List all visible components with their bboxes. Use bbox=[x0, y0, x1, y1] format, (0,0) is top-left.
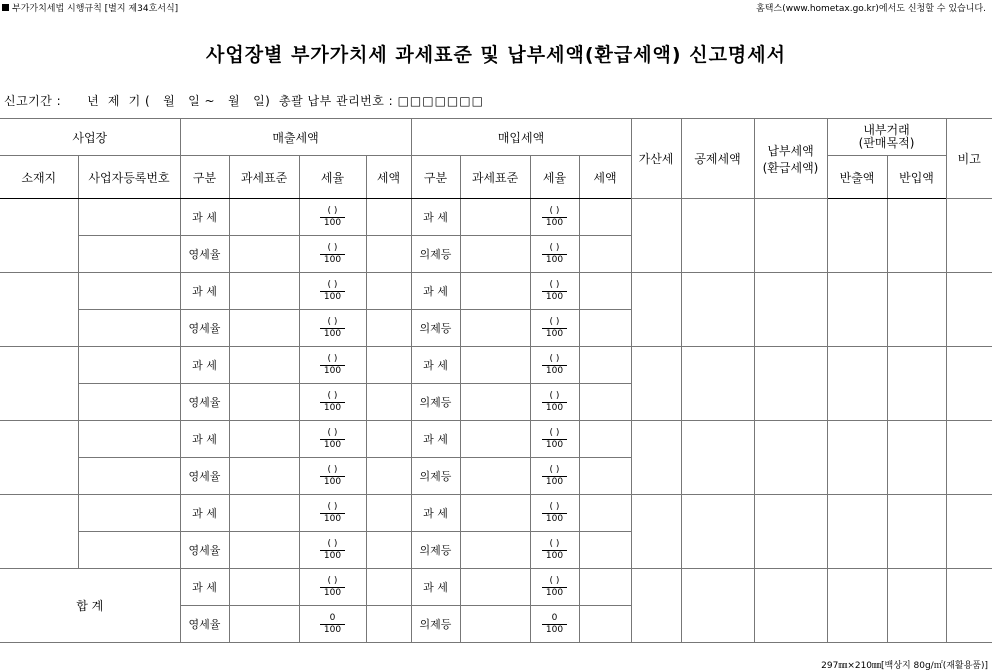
header-purchase-tax: 매입세액 bbox=[411, 119, 631, 156]
purchase-rate-cell bbox=[530, 310, 579, 347]
header-site: 사업장 bbox=[0, 119, 180, 156]
purchase-base-cell[interactable] bbox=[460, 495, 530, 532]
document-title: 사업장별 부가가치세 과세표준 및 납부세액(환급세액) 신고명세서 bbox=[205, 44, 786, 66]
purchase-tax-cell[interactable] bbox=[579, 458, 631, 495]
total-label: 합 계 bbox=[0, 569, 180, 643]
purchase-rate-cell bbox=[530, 384, 579, 421]
inbound-cell[interactable] bbox=[887, 199, 946, 273]
header-row-2 bbox=[0, 156, 992, 199]
sales-kind-cell: 과 세 bbox=[180, 347, 229, 384]
payable-tax-cell[interactable] bbox=[754, 347, 827, 421]
purchase-base-cell[interactable] bbox=[460, 199, 530, 236]
outbound-cell[interactable] bbox=[827, 421, 887, 495]
deduction-tax-cell[interactable] bbox=[681, 421, 754, 495]
sales-base-cell[interactable] bbox=[229, 569, 299, 606]
site-registration-number-cell[interactable] bbox=[78, 236, 180, 273]
site-registration-number-cell[interactable] bbox=[78, 495, 180, 532]
rate-fraction: $\frac{( )}{100}$ bbox=[542, 391, 567, 414]
inbound-cell[interactable] bbox=[887, 421, 946, 495]
sales-kind-cell: 과 세 bbox=[180, 569, 229, 606]
sales-kind-cell: 영세율 bbox=[180, 606, 229, 643]
purchase-rate-cell bbox=[530, 347, 579, 384]
top-bar bbox=[0, 0, 992, 14]
purchase-tax-cell[interactable] bbox=[579, 273, 631, 310]
header-deduction-tax: 공제세액 bbox=[681, 119, 754, 199]
outbound-cell[interactable] bbox=[827, 273, 887, 347]
deduction-tax-cell[interactable] bbox=[681, 495, 754, 569]
deduction-tax-cell[interactable] bbox=[681, 273, 754, 347]
purchase-tax-cell[interactable] bbox=[579, 236, 631, 273]
outbound-cell[interactable] bbox=[827, 199, 887, 273]
sales-rate-cell bbox=[299, 384, 366, 421]
note-cell[interactable] bbox=[946, 273, 992, 347]
rate-fraction: $\frac{( )}{100}$ bbox=[542, 206, 567, 229]
inbound-cell[interactable] bbox=[887, 347, 946, 421]
sales-rate-cell bbox=[299, 569, 366, 606]
period-label: 신고기간 : bbox=[4, 94, 62, 108]
sales-tax-cell[interactable] bbox=[366, 532, 411, 569]
site-4-taxable-row bbox=[0, 421, 992, 458]
sales-kind-cell: 과 세 bbox=[180, 421, 229, 458]
rate-fraction: $\frac{( )}{100}$ bbox=[542, 465, 567, 488]
header-registration-number: 사업자등록번호 bbox=[78, 156, 180, 199]
purchase-base-cell[interactable] bbox=[460, 384, 530, 421]
sales-tax-cell[interactable] bbox=[366, 421, 411, 458]
sales-base-cell[interactable] bbox=[229, 199, 299, 236]
sales-rate-cell bbox=[299, 273, 366, 310]
sales-base-cell[interactable] bbox=[229, 273, 299, 310]
sales-tax-cell[interactable] bbox=[366, 569, 411, 606]
purchase-kind-cell: 과 세 bbox=[411, 347, 460, 384]
rate-fraction: $\frac{( )}{100}$ bbox=[320, 428, 345, 451]
inbound-cell[interactable] bbox=[887, 273, 946, 347]
site-1-taxable-row bbox=[0, 199, 992, 236]
site-registration-number-cell[interactable] bbox=[78, 310, 180, 347]
purchase-kind-cell: 의제등 bbox=[411, 384, 460, 421]
site-location-cell[interactable] bbox=[0, 421, 78, 495]
header-additional-tax: 가산세 bbox=[631, 119, 681, 199]
sales-tax-cell[interactable] bbox=[366, 384, 411, 421]
rate-fraction: $\frac{( )}{100}$ bbox=[320, 576, 345, 599]
header-location: 소재지 bbox=[0, 156, 78, 199]
statement-table bbox=[0, 118, 992, 643]
header-purchase-amount: 세액 bbox=[579, 156, 631, 199]
header-sales-rate: 세율 bbox=[299, 156, 366, 199]
purchase-rate-cell bbox=[530, 569, 579, 606]
site-registration-number-cell[interactable] bbox=[78, 458, 180, 495]
sales-kind-cell: 영세율 bbox=[180, 384, 229, 421]
note-cell[interactable] bbox=[946, 421, 992, 495]
header-note: 비고 bbox=[946, 119, 992, 199]
rate-fraction: $\frac{( )}{100}$ bbox=[542, 502, 567, 525]
header-purchase-base: 과세표준 bbox=[460, 156, 530, 199]
header-inbound: 반입액 bbox=[887, 156, 946, 199]
site-location-cell[interactable] bbox=[0, 273, 78, 347]
sales-rate-cell bbox=[299, 421, 366, 458]
purchase-tax-cell[interactable] bbox=[579, 606, 631, 643]
sales-rate-cell bbox=[299, 236, 366, 273]
rate-fraction: $\frac{0}{100}$ bbox=[320, 613, 345, 636]
sales-tax-cell[interactable] bbox=[366, 347, 411, 384]
payable-tax-cell[interactable] bbox=[754, 495, 827, 569]
purchase-kind-cell: 과 세 bbox=[411, 273, 460, 310]
sales-rate-cell bbox=[299, 347, 366, 384]
sales-base-cell[interactable] bbox=[229, 458, 299, 495]
rate-fraction: $\frac{( )}{100}$ bbox=[320, 391, 345, 414]
note-cell[interactable] bbox=[946, 347, 992, 421]
rate-fraction: $\frac{( )}{100}$ bbox=[320, 280, 345, 303]
site-registration-number-cell[interactable] bbox=[78, 273, 180, 310]
purchase-base-cell[interactable] bbox=[460, 532, 530, 569]
site-location-cell[interactable] bbox=[0, 199, 78, 273]
sales-tax-cell[interactable] bbox=[366, 495, 411, 532]
outbound-cell[interactable] bbox=[827, 495, 887, 569]
sales-kind-cell: 영세율 bbox=[180, 532, 229, 569]
header-purchase-rate: 세율 bbox=[530, 156, 579, 199]
outbound-cell[interactable] bbox=[827, 569, 887, 643]
purchase-base-cell[interactable] bbox=[460, 458, 530, 495]
purchase-tax-cell[interactable] bbox=[579, 421, 631, 458]
purchase-rate-cell bbox=[530, 236, 579, 273]
outbound-cell[interactable] bbox=[827, 347, 887, 421]
sales-kind-cell: 과 세 bbox=[180, 199, 229, 236]
sales-kind-cell: 영세율 bbox=[180, 458, 229, 495]
header-row-1 bbox=[0, 119, 992, 156]
site-location-cell[interactable] bbox=[0, 347, 78, 421]
header-sales-kind: 구분 bbox=[180, 156, 229, 199]
deduction-tax-cell[interactable] bbox=[681, 199, 754, 273]
rate-fraction: $\frac{( )}{100}$ bbox=[320, 502, 345, 525]
sales-rate-cell bbox=[299, 199, 366, 236]
header-sales-base: 과세표준 bbox=[229, 156, 299, 199]
sales-tax-cell[interactable] bbox=[366, 458, 411, 495]
sales-kind-cell: 영세율 bbox=[180, 310, 229, 347]
sales-rate-cell bbox=[299, 532, 366, 569]
header-sales-amount: 세액 bbox=[366, 156, 411, 199]
inbound-cell[interactable] bbox=[887, 495, 946, 569]
sales-base-cell[interactable] bbox=[229, 310, 299, 347]
rate-fraction: $\frac{( )}{100}$ bbox=[542, 539, 567, 562]
purchase-base-cell[interactable] bbox=[460, 569, 530, 606]
header-purchase-kind: 구분 bbox=[411, 156, 460, 199]
payable-tax-cell[interactable] bbox=[754, 199, 827, 273]
header-payable-tax-label: 납부세액 bbox=[767, 143, 814, 158]
sales-base-cell[interactable] bbox=[229, 421, 299, 458]
header-payable-tax bbox=[754, 119, 827, 199]
sales-rate-cell bbox=[299, 495, 366, 532]
additional-tax-cell[interactable] bbox=[631, 421, 681, 495]
site-5-taxable-row bbox=[0, 495, 992, 532]
header-internal-purpose: (판매목적) bbox=[858, 136, 915, 150]
sales-tax-cell[interactable] bbox=[366, 606, 411, 643]
site-registration-number-cell[interactable] bbox=[78, 347, 180, 384]
payable-tax-cell[interactable] bbox=[754, 569, 827, 643]
purchase-kind-cell: 의제등 bbox=[411, 458, 460, 495]
rate-fraction: $\frac{( )}{100}$ bbox=[542, 243, 567, 266]
period-fields: 년 제 기 ( 월 일 ~ 월 일) bbox=[87, 94, 271, 108]
sales-base-cell[interactable] bbox=[229, 532, 299, 569]
sales-kind-cell: 과 세 bbox=[180, 273, 229, 310]
purchase-kind-cell: 의제등 bbox=[411, 310, 460, 347]
purchase-kind-cell: 의제등 bbox=[411, 532, 460, 569]
purchase-rate-cell bbox=[530, 532, 579, 569]
additional-tax-cell[interactable] bbox=[631, 273, 681, 347]
sales-kind-cell: 영세율 bbox=[180, 236, 229, 273]
purchase-base-cell[interactable] bbox=[460, 347, 530, 384]
sales-rate-cell bbox=[299, 310, 366, 347]
purchase-rate-cell bbox=[530, 458, 579, 495]
rate-fraction: $\frac{( )}{100}$ bbox=[542, 280, 567, 303]
note-cell[interactable] bbox=[946, 495, 992, 569]
additional-tax-cell[interactable] bbox=[631, 495, 681, 569]
rate-fraction: $\frac{( )}{100}$ bbox=[320, 243, 345, 266]
sales-rate-cell bbox=[299, 458, 366, 495]
purchase-tax-cell[interactable] bbox=[579, 347, 631, 384]
purchase-kind-cell: 의제등 bbox=[411, 606, 460, 643]
rate-fraction: $\frac{( )}{100}$ bbox=[320, 539, 345, 562]
paper-spec-footer: 297㎜×210㎜[백상지 80g/㎡(재활용품)] bbox=[821, 661, 988, 671]
site-registration-number-cell[interactable] bbox=[78, 532, 180, 569]
purchase-base-cell[interactable] bbox=[460, 421, 530, 458]
note-cell[interactable] bbox=[946, 569, 992, 643]
site-registration-number-cell[interactable] bbox=[78, 384, 180, 421]
sales-tax-cell[interactable] bbox=[366, 273, 411, 310]
purchase-tax-cell[interactable] bbox=[579, 384, 631, 421]
mgmt-number-label: 총괄 납부 관리번호 : bbox=[279, 94, 394, 108]
note-cell[interactable] bbox=[946, 199, 992, 273]
purchase-kind-cell: 의제등 bbox=[411, 236, 460, 273]
purchase-rate-cell bbox=[530, 606, 579, 643]
purchase-tax-cell[interactable] bbox=[579, 569, 631, 606]
site-3-taxable-row bbox=[0, 347, 992, 384]
header-internal-label: 내부거래 bbox=[863, 123, 910, 137]
sales-kind-cell: 과 세 bbox=[180, 495, 229, 532]
purchase-base-cell[interactable] bbox=[460, 606, 530, 643]
total-taxable-row bbox=[0, 569, 992, 606]
purchase-tax-cell[interactable] bbox=[579, 532, 631, 569]
purchase-base-cell[interactable] bbox=[460, 273, 530, 310]
rate-fraction: $\frac{( )}{100}$ bbox=[320, 465, 345, 488]
filing-period-line bbox=[4, 92, 484, 109]
purchase-kind-cell: 과 세 bbox=[411, 569, 460, 606]
form-reference bbox=[2, 1, 178, 14]
hometax-notice: 홈택스(www.hometax.go.kr)에서도 신청할 수 있습니다. bbox=[756, 4, 986, 14]
rate-fraction: $\frac{( )}{100}$ bbox=[542, 317, 567, 340]
additional-tax-cell[interactable] bbox=[631, 569, 681, 643]
sales-base-cell[interactable] bbox=[229, 495, 299, 532]
square-bullet-icon bbox=[2, 4, 9, 11]
purchase-kind-cell: 과 세 bbox=[411, 495, 460, 532]
rate-fraction: $\frac{( )}{100}$ bbox=[320, 206, 345, 229]
additional-tax-cell[interactable] bbox=[631, 347, 681, 421]
sales-base-cell[interactable] bbox=[229, 236, 299, 273]
header-outbound: 반출액 bbox=[827, 156, 887, 199]
sales-base-cell[interactable] bbox=[229, 347, 299, 384]
purchase-rate-cell bbox=[530, 421, 579, 458]
site-location-cell[interactable] bbox=[0, 495, 78, 569]
purchase-base-cell[interactable] bbox=[460, 310, 530, 347]
purchase-kind-cell: 과 세 bbox=[411, 421, 460, 458]
mgmt-number-boxes: □□□□□□□ bbox=[397, 94, 484, 108]
purchase-kind-cell: 과 세 bbox=[411, 199, 460, 236]
purchase-tax-cell[interactable] bbox=[579, 495, 631, 532]
deduction-tax-cell[interactable] bbox=[681, 347, 754, 421]
inbound-cell[interactable] bbox=[887, 569, 946, 643]
rate-fraction: $\frac{( )}{100}$ bbox=[320, 354, 345, 377]
purchase-tax-cell[interactable] bbox=[579, 310, 631, 347]
additional-tax-cell[interactable] bbox=[631, 199, 681, 273]
sales-base-cell[interactable] bbox=[229, 384, 299, 421]
purchase-tax-cell[interactable] bbox=[579, 199, 631, 236]
rate-fraction: $\frac{( )}{100}$ bbox=[542, 428, 567, 451]
site-registration-number-cell[interactable] bbox=[78, 421, 180, 458]
sales-tax-cell[interactable] bbox=[366, 310, 411, 347]
header-refund-tax-label: (환급세액) bbox=[762, 160, 819, 175]
purchase-base-cell[interactable] bbox=[460, 236, 530, 273]
rate-fraction: $\frac{0}{100}$ bbox=[542, 613, 567, 636]
deduction-tax-cell[interactable] bbox=[681, 569, 754, 643]
purchase-rate-cell bbox=[530, 273, 579, 310]
sales-rate-cell bbox=[299, 606, 366, 643]
site-2-taxable-row bbox=[0, 273, 992, 310]
sales-tax-cell[interactable] bbox=[366, 236, 411, 273]
rate-fraction: $\frac{( )}{100}$ bbox=[542, 354, 567, 377]
header-sales-tax: 매출세액 bbox=[180, 119, 411, 156]
purchase-rate-cell bbox=[530, 199, 579, 236]
rate-fraction: $\frac{( )}{100}$ bbox=[542, 576, 567, 599]
rate-fraction: $\frac{( )}{100}$ bbox=[320, 317, 345, 340]
sales-tax-cell[interactable] bbox=[366, 199, 411, 236]
purchase-rate-cell bbox=[530, 495, 579, 532]
site-registration-number-cell[interactable] bbox=[78, 199, 180, 236]
payable-tax-cell[interactable] bbox=[754, 273, 827, 347]
form-reference-text: 부가가치세법 시행규칙 [별지 제34호서식] bbox=[12, 4, 179, 14]
header-internal-transactions bbox=[827, 119, 946, 156]
payable-tax-cell[interactable] bbox=[754, 421, 827, 495]
sales-base-cell[interactable] bbox=[229, 606, 299, 643]
